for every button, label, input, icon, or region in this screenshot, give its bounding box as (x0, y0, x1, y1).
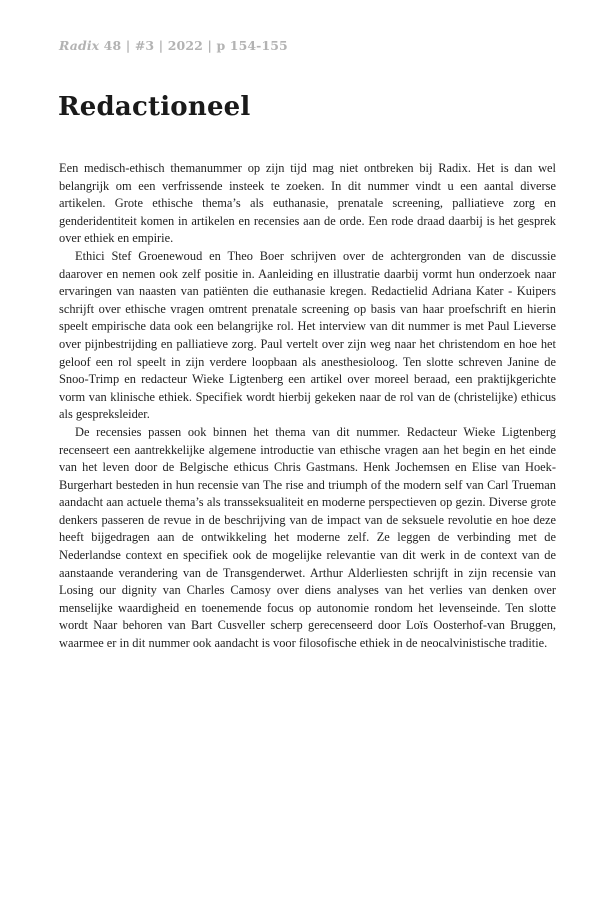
article-title: Redactioneel (58, 92, 251, 122)
paragraph-1: Een medisch-ethisch themanummer op zijn tijd mag niet ontbreken bij Radix. Het is dan wel belangrijk om een verfrissende insteek te zoeken. In dit nummer vindt u een aantal diverse artikelen. Grote ethische thema’s als euthanasie, prenatale screening, palliatieve zorg en genderidentiteit komen in artikelen en recensies aan de orde. Een rode draad daarbij is het gesprek over ethiek en empirie. (59, 161, 556, 246)
paragraph-2: Ethici Stef Groenewoud en Theo Boer schrijven over de achtergronden van de discussie daarover en nemen ook zelf positie in. Aanleiding en illustratie daarbij vormt hun onderzoek naar ervaringen van naasten van patiënten die euthanasie kregen. Redactielid Adriana Kater - Kuipers schrijft over ethische vragen omtrent prenatale screening op basis van haar proefschrift en hierin speelt empirische data ook een belangrijke rol. Het interview van dit nummer is met Paul Lieverse over pijnbestrijding en palliatieve zorg. Paul vertelt over zijn weg naar het christendom en hoe het geloof een rol speelt in zijn verdere loopbaan als anesthesioloog. Ten slotte schreven Janine de Snoo-Trimp en redacteur Wieke Ligtenberg een artikel over moreel beraad, een praktijkgerichte vorm van klinische ethiek. Specifiek wordt hierbij gekeken naar de rol van de (christelijke) ethicus als gespreksleider. (59, 248, 556, 422)
running-header (59, 38, 288, 53)
article-body (59, 160, 556, 653)
paragraph-3: De recensies passen ook binnen het thema van dit nummer. Redacteur Wieke Ligtenberg recenseert een aantrekkelijke algemene introductie van ethische vragen aan het begin en het einde van het leven door de Belgische ethicus Chris Gastmans. Henk Jochemsen en Elise van Hoek-Burgerhart besteden in hun recensie van The rise and triumph of the modern self van Carl Trueman aandacht aan actuele thema’s als transseksualiteit en moderne perspectieven op gezin. Diverse grote denkers passeren de revue in de beschrijving van de impact van de seksuele revolutie en hoe deze heeft bijgedragen aan de ontwikkeling het moderne zelf. Ze leggen de verbinding met de Nederlandse context en specifiek ook de mogelijke relevantie van dit werk in de context van de aanstaande verandering van de Transgenderwet. Arthur Alderliesten schrijft in zijn recensie van Losing our dignity van Charles Camosy over diens analyses van het verlies van denken over menselijke waardigheid en toenemende focus op autonomie rondom het levenseinde. Ten slotte wordt Naar behoren van Bart Cusveller scherp gerecenseerd door Loïs Oosterhof-van Bruggen, waarmee er in dit nummer ook aandacht is voor filosofische ethiek in de neocalvinistische traditie. (59, 424, 556, 651)
issue-info: 48 | #3 | 2022 | p 154-155 (99, 38, 288, 53)
journal-name: Radix (59, 38, 100, 53)
